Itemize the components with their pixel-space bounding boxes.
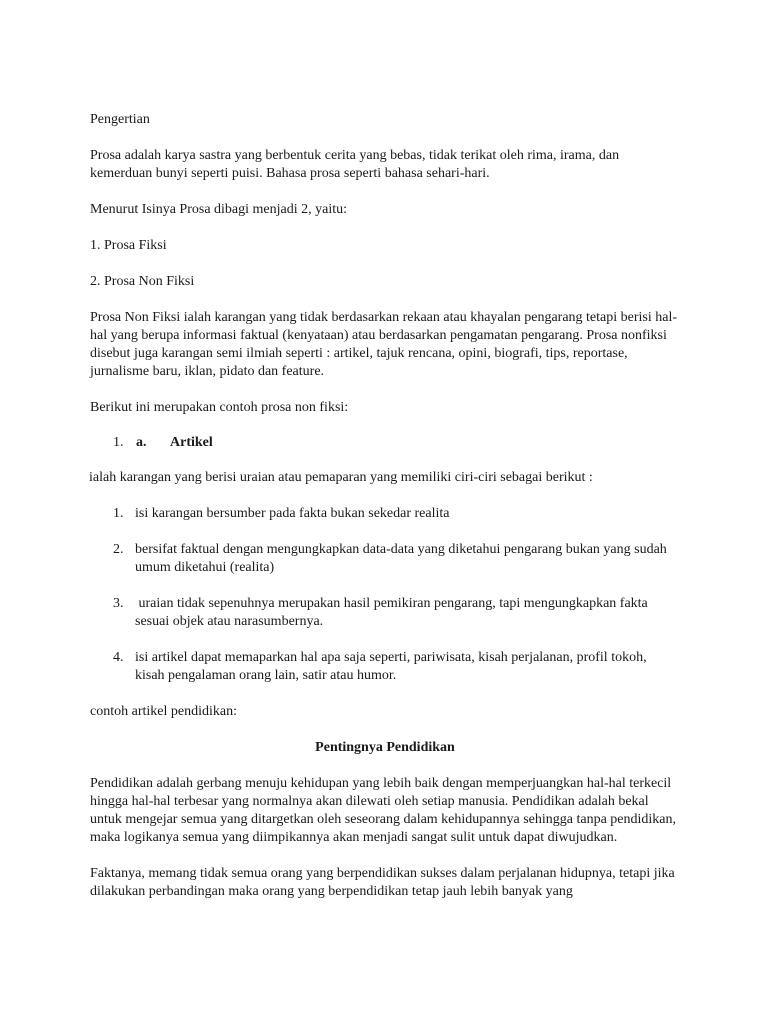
- list-item-text: isi artikel dapat memaparkan hal apa saja seperti, pariwisata, kisah perjalanan, profil tokoh, kisah pengalaman orang lain, satir atau humor.: [135, 650, 647, 683]
- section-title: Pengertian: [90, 112, 150, 127]
- list-item-number: 2.: [113, 542, 124, 557]
- sub-heading-title: Artikel: [170, 435, 213, 450]
- list-item-non-fiksi: 2. Prosa Non Fiksi: [90, 274, 195, 289]
- paragraph-article-body-2: Faktanya, memang tidak semua orang yang berpendidikan sukses dalam perjalanan hidupnya, tetapi jika dilakukan perbandingan maka orang yang berpendidikan tetap jauh lebih banyak yang: [90, 866, 675, 899]
- paragraph-article-body-1: Pendidikan adalah gerbang menuju kehidupan yang lebih baik dengan memperjuangkan hal-hal terkecil hingga hal-hal terbesar yang normalnya akan dilewati oleh setiap manusia. Pendidikan adalah bekal untuk mengejar semua yang ditargetkan oleh seseorang dalam kehidupannya sehingga tanpa pendidikan, maka logikanya semua yang diimpikannya akan menjadi sangat sulit untuk dapat diwujudkan.: [90, 776, 677, 845]
- list-item-text: uraian tidak sepenuhnya merupakan hasil pemikiran pengarang, tapi mengungkapkan fakta sesuai objek atau narasumbernya.: [135, 596, 652, 629]
- paragraph-example-intro: contoh artikel pendidikan:: [90, 704, 237, 719]
- list-item: [90, 595, 680, 631]
- list-item-fiksi: 1. Prosa Fiksi: [90, 238, 167, 253]
- sub-heading-number: 1.: [113, 435, 124, 450]
- list-item-text: isi karangan bersumber pada fakta bukan sekedar realita: [135, 506, 450, 521]
- list-item-number: 4.: [113, 650, 124, 665]
- list-item-number: 3.: [113, 596, 124, 611]
- list-item: [90, 505, 680, 523]
- sub-heading-letter: a.: [136, 435, 147, 450]
- paragraph-definition: Prosa adalah karya sastra yang berbentuk cerita yang bebas, tidak terikat oleh rima, irama, dan kemerduan bunyi seperti puisi. Bahasa prosa seperti bahasa sehari-hari.: [90, 148, 620, 181]
- sub-heading-artikel: [90, 435, 680, 451]
- document-page: [90, 111, 680, 901]
- list-item-text: bersifat faktual dengan mengungkapkan data-data yang diketahui pengarang bukan yang sudah umum diketahui (realita): [135, 542, 667, 575]
- features-list: [90, 505, 680, 685]
- list-item: [90, 541, 680, 577]
- paragraph-division: Menurut Isinya Prosa dibagi menjadi 2, yaitu:: [90, 202, 348, 217]
- list-item: [90, 649, 680, 685]
- paragraph-artikel-definition: ialah karangan yang berisi uraian atau pemaparan yang memiliki ciri-ciri sebagai berikut :: [89, 470, 593, 485]
- article-title: Pentingnya Pendidikan: [315, 740, 455, 755]
- list-item-number: 1.: [113, 506, 124, 521]
- paragraph-examples-intro: Berikut ini merupakan contoh prosa non fiksi:: [90, 400, 349, 415]
- paragraph-non-fiksi: Prosa Non Fiksi ialah karangan yang tidak berdasarkan rekaan atau khayalan pengarang tetapi berisi hal-hal yang berupa informasi faktual (kenyataan) atau berdasarkan pengamatan pengarang. Prosa nonfiksi disebut juga karangan semi ilmiah seperti : artikel, tajuk rencana, opini, biografi, tips, reportase, jurnalisme baru, iklan, pidato dan feature.: [90, 310, 678, 379]
